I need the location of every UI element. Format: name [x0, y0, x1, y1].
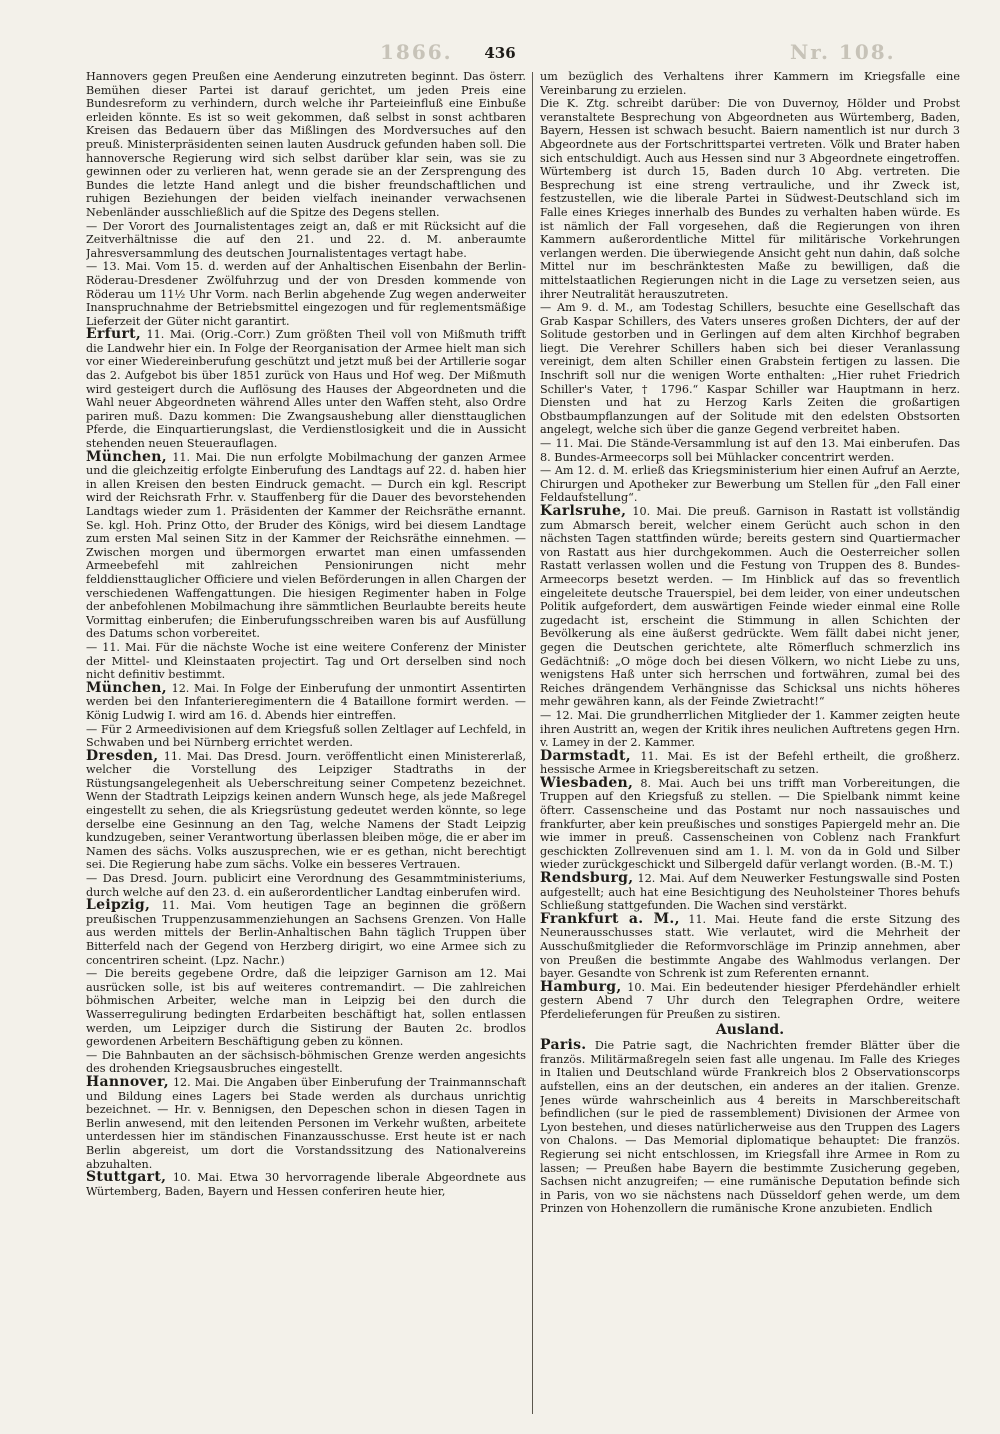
article-paragraph: [86, 1171, 526, 1198]
article-text: — 11. Mai. Die Stände-Versammlung ist auf den 13. Mai einberufen. Das 8. Bundes-Armeecorps soll bei Mühlacker concentrirt werden.: [540, 437, 960, 464]
article-text: — 12. Mai. Die grundherrlichen Mitglieder der 1. Kammer zeigten heute ihren Austritt an, wegen der Kritik ihres neulichen Auftretens gegen Hrn. v. Lamey in der 2. Kammer.: [540, 708, 960, 750]
article-paragraph: [540, 464, 960, 505]
article-paragraph: [86, 641, 526, 682]
article-paragraph: [540, 437, 960, 464]
dateline: Hannover,: [86, 1073, 169, 1090]
bleed-through-text-left: 1866.: [380, 40, 453, 64]
article-text: 11. Mai. Die nun erfolgte Mobilmachung der ganzen Armee und die gleichzeitig erfolgte Einberufung des Landtags auf 22. d. haben hier in allen Kreisen den besten Eindruck gemacht. — Durch ein kgl. Rescript wird der Reichsrath Frhr. v. Stauffenberg für die Dauer des bevorstehenden Landtags wieder zum 1. Präsidenten der Kammer der Reichsräthe ernannt. Se. kgl. Hoh. Prinz Otto, der Bruder des Königs, wird bei diesem Landtage zum ersten Mal seinen Sitz in der Kammer der Reichsräthe einnehmen. — Zwischen morgen und übermorgen erwartet man einen umfassenden Armeebefehl mit zahlreichen Pensionirungen nicht mehr felddiensttauglicher Officiere und vielen Beförderungen in allen Chargen der verschiedenen Waffengattungen. Die hiesigen Regimenter haben in Folge der anbefohlenen Mobilmachung ihre sämmtlichen Beurlaubte bereits heute Vormittag einberufen; die Einberufungsschreiben waren bis auf Ausfüllung des Datums schon vorbereitet.: [86, 450, 526, 641]
article-text: 11. Mai. Vom heutigen Tage an beginnen die größern preußischen Truppenzusammenziehungen an Sachsens Grenzen. Von Halle aus werden mittels der Berlin-Anhaltischen Bahn täglich Truppen über Bitterfeld nach der Gegend von Herzberg dirigirt, wo eine Armee sich zu concentriren scheint. (Lpz. Nachr.): [86, 899, 526, 967]
dateline: Erfurt,: [86, 326, 142, 343]
article-text: 11. Mai. Es ist der Befehl ertheilt, die großherz. hessische Armee in Kriegsbereitschaft zu setzen.: [540, 749, 960, 777]
article-text: Hannovers gegen Preußen eine Aenderung einzutreten beginnt. Das österr. Bemühen dieser Partei ist darauf gerichtet, um jeden Preis eine Bundesreform zu verhindern, durch welche ihr Parteieinfluß eine Einbuße erleiden könnte. Es ist so weit gekommen, daß selbst in sonst achtbaren Kreisen das Bedauern über das Mißlingen des Mordversuches auf den preuß. Ministerpräsidenten seinen lauten Ausdruck gefunden haben soll. Die hannoversche Regierung wird sich selbst darüber klar sein, was sie zu gewinnen oder zu verlieren hat, wenn gerade sie an der Zersprengung des Bundes die letzte Hand anlegt und die bisher freundschaftlichen und ruhigen Beziehungen der beiden vielfach ineinander verwachsenen Nebenländer ausschließlich auf die Spitze des Degens stellen.: [86, 70, 526, 219]
article-text: Die Patrie sagt, die Nachrichten fremder Blätter über die französ. Militärmaßregeln seien fast alle ungenau. Im Falle des Krieges in Italien und Deutschland würde Frankreich blos 2 Observationscorps aufstellen, eins an der deutschen, ein anderes an der italien. Grenze. Jenes würde wahrscheinlich aus 4 bereits in Marschbereitschaft befindlichen (sur le pied de rassemblement) Divisionen der Armee von Lyon bestehen, und dieses natürlicherweise aus den Truppen des Lagers von Chalons. — Das Memorial diplomatique behauptet: Die französ. Regierung sei nicht entschlossen, im Kriegsfall ihre Armee in Rom zu lassen; — Preußen habe Bayern die bestimmte Zusicherung gegeben, Sachsen nicht anzugreifen; — eine rumänische Deputation befinde sich in Paris, von wo sie nächstens nach Düsseldorf gehen werde, um dem Prinzen von Hohenzollern die rumänische Krone anzubieten. Endlich: [540, 1039, 960, 1216]
section-heading: Ausland.: [715, 1021, 785, 1038]
article-paragraph: [86, 679, 526, 723]
article-text: — Für 2 Armeedivisionen auf dem Kriegsfuß sollen Zeltlager auf Lechfeld, in Schwaben und bei Nürnberg errichtet werden.: [86, 722, 526, 750]
article-text: — Die Bahnbauten an der sächsisch-böhmischen Grenze werden angesichts des drohenden Kriegsausbruches eingestellt.: [86, 1048, 526, 1076]
article-paragraph: [540, 505, 960, 709]
article-text: um bezüglich des Verhaltens ihrer Kammern im Kriegsfalle eine Vereinbarung zu erzielen.: [540, 70, 960, 97]
dateline: Paris.: [540, 1037, 587, 1054]
article-paragraph: [86, 899, 526, 967]
article-text: Die K. Ztg. schreibt darüber: Die von Duvernoy, Hölder und Probst veranstaltete Besprechung von Abgeordneten aus Würtemberg, Baden, Bayern, Hessen ist schwach besucht. Baiern namentlich ist nur durch 3 Abgeordnete aus der Fortschrittspartei vertreten. Völk und Brater haben sich entschuldigt. Auch aus Hessen sind nur 3 Abgeordnete eingetroffen. Würtemberg ist durch 15, Baden durch 10 Abg. vertreten. Die Besprechung ist eine streng vertrauliche, und ihr Zweck ist, festzustellen, wie die liberale Partei in Südwest-Deutschland sich im Falle eines Krieges innerhalb des Bundes zu verhalten haben würde. Es ist nämlich der Fall vorgesehen, daß die Regierungen von ihren Kammern außerordentliche Mittel für militärische Vorkehrungen verlangen werden. Die überwiegende Ansicht geht nun dahin, daß solche Mittel nur im beschränktesten Maße zu bewilligen, daß die mittelstaatlichen Regierungen nicht in die Lage zu versetzen seien, aus ihrer Neutralität herauszutreten.: [540, 97, 960, 301]
dateline: Stuttgart,: [86, 1169, 167, 1186]
article-text: 11. Mai. Das Dresd. Journ. veröffentlicht einen Ministererlaß, welcher die Vorstellung des Leipziger Stadtraths in der Rüstungsangelegenheit als Ueberschreitung seiner Competenz bezeichnet. Wenn der Stadtrath Leipzigs keinen andern Wunsch hege, als jede Maßregel eingestellt zu sehen, die als Kriegsrüstung gedeutet werden könnte, so lege derselbe eine Gesinnung an den Tag, welche Namens der Stadt Leipzig kundzugeben, seiner Verantwortung überlassen bleiben möge, die er aber im Namen des sächs. Volks auszusprechen, wie er es gethan, nicht berechtigt sei. Die Regierung habe zum sächs. Volke ein besseres Vertrauen.: [86, 749, 526, 872]
article-text: 11. Mai. (Orig.-Corr.) Zum größten Theil voll von Mißmuth trifft die Landwehr hier ein. In Folge der Reorganisation der Armee hielt man sich vor einer Wiedereinberufung geschützt und jetzt muß bei der Artillerie sogar das 2. Aufgebot bis über 1851 zurück von Haus und Hof weg. Der Mißmuth wird gesteigert durch die Auflösung des Hauses der Abgeordneten und die Wahl neuer Abgeordneten während Alles unter den Waffen steht, also Ordre pariren muß. Dazu kommen: Die Zwangsaushebung aller diensttauglichen Pferde, die Einquartierungslast, die Verdienstlosigkeit und die in Aussicht stehenden neuen Steuerauflagen.: [86, 328, 526, 451]
article-paragraph: [86, 448, 526, 641]
article-paragraph: [540, 70, 960, 97]
article-text: — Das Dresd. Journ. publicirt eine Verordnung des Gesammtministeriums, durch welche auf den 23. d. ein außerordentlicher Landtag einberufen wird.: [86, 872, 526, 899]
article-paragraph: [540, 910, 960, 981]
article-paragraph: [86, 723, 526, 750]
article-text: 12. Mai. Auf dem Neuwerker Festungswalle sind Posten aufgestellt; auch hat eine Besichtigung des Neuholsteiner Thores behufs Schließung stattgefunden. Die Wachen sind verstärkt.: [540, 872, 960, 913]
article-paragraph: [86, 1073, 526, 1171]
article-text: 10. Mai. Etwa 30 hervorragende liberale Abgeordnete aus Würtemberg, Baden, Bayern und Hessen conferiren heute hier,: [86, 1171, 526, 1198]
article-paragraph: [86, 328, 526, 450]
article-paragraph: [540, 97, 960, 301]
article-paragraph: [540, 872, 960, 913]
dateline: Rendsburg,: [540, 870, 634, 887]
dateline: München,: [86, 679, 167, 696]
article-text: 12. Mai. In Folge der Einberufung der unmontirt Assentirten werden bei den Infanterieregimentern die 4 Bataillone formirt werden. — König Ludwig I. wird am 16. d. Abends hier eintreffen.: [86, 681, 526, 722]
article-paragraph: [86, 70, 526, 220]
article-paragraph: [86, 260, 526, 328]
article-paragraph: [540, 1039, 960, 1216]
article-text: — 11. Mai. Für die nächste Woche ist eine weitere Conferenz der Minister der Mittel- und Kleinstaaten projectirt. Tag und Ort derselben sind noch nicht definitiv bestimmt.: [86, 640, 526, 682]
bleed-through-text-right: Nr. 108.: [790, 40, 896, 64]
article-text: — Der Vorort des Journalistentages zeigt an, daß er mit Rücksicht auf die Zeitverhältnisse die auf den 21. und 22. d. M. anberaumte Jahresversammlung des deutschen Journalistentages vertagt habe.: [86, 219, 526, 260]
article-text: 10. Mai. Die preuß. Garnison in Rastatt ist vollständig zum Abmarsch bereit, welcher einem Gerücht auch schon in den nächsten Tagen stattfinden würde; bereits gestern sind Quartiermacher von Rastatt aus hier durchgekommen. Auch die Oesterreicher sollen Rastatt verlassen wollen und die Festung von Truppen des 8. Bundes-Armeecorps besetzt werden. — Im Hinblick auf das so freventlich eingeleitete deutsche Trauerspiel, bei dem leider, von einer undeutschen Politik aufgefordert, dem auswärtigen Feinde wieder einmal eine Rolle zugedacht ist, erscheint die Stimmung in allen Schichten der Bevölkerung als eine äußerst gedrückte. Wem fällt dabei nicht jener, gegen die Deutschen gerichtete, alte Römerfluch schmerzlich ins Gedächtniß: „O möge doch bei diesen Völkern, wo nicht Liebe zu uns, wenigstens Haß unter sich herrschen und fortwähren, zumal bei des Reiches drängendem Verhängnisse das Schicksal uns nichts höheres mehr gewähren kann, als der Feinde Zwietracht!“: [540, 505, 960, 709]
article-paragraph: [540, 709, 960, 750]
article-text: 10. Mai. Ein bedeutender hiesiger Pferdehändler erhielt gestern Abend 7 Uhr durch den Telegraphen Ordre, weitere Pferdelieferungen für Preußen zu sistiren.: [540, 980, 960, 1021]
right-column: [540, 70, 960, 1416]
dateline: Leipzig,: [86, 897, 151, 914]
article-text: — Die bereits gegebene Ordre, daß die leipziger Garnison am 12. Mai ausrücken solle, ist bis auf weiteres contremandirt. — Die zahlreichen böhmischen Arbeiter, welche man in Leipzig bei den durch die Wasserregulirung bedingten Erdarbeiten beschäftigt hat, sollen entlassen werden, um Leipziger durch die Sistirung der Bauten 2c. brodlos gewordenen Arbeitern Beschäftigung geben zu können.: [86, 967, 526, 1049]
article-paragraph: [540, 301, 960, 437]
dateline: Darmstadt,: [540, 747, 631, 764]
dateline: Dresden,: [86, 747, 159, 764]
article-paragraph: [86, 872, 526, 899]
article-text: — Am 12. d. M. erließ das Kriegsministerium hier einen Aufruf an Aerzte, Chirurgen und Apotheker zur Bewerbung um Stellen für „den Fall einer Feldaufstellung“.: [540, 464, 960, 505]
page-number: 436: [484, 44, 516, 62]
article-paragraph: [86, 967, 526, 1049]
left-column: [86, 70, 526, 1416]
article-text: 12. Mai. Die Angaben über Einberufung der Trainmannschaft und Bildung eines Lagers bei Stade werden als durchaus unrichtig bezeichnet. — Hr. v. Bennigsen, den Depeschen schon in diesen Tagen in Berlin anwesend, mit den leitenden Personen im Verkehr wußten, arbeitete unterdessen hier im ständischen Finanzausschusse. Erst heute ist er nach Berlin abgereist, um dort die Vorstandssitzung des Nationalvereins abzuhalten.: [86, 1075, 526, 1171]
article-paragraph: [86, 220, 526, 261]
article-paragraph: [540, 774, 960, 872]
article-paragraph: [86, 1049, 526, 1076]
dateline: Wiesbaden,: [540, 774, 634, 791]
article-paragraph: [540, 747, 960, 777]
article-text: — 13. Mai. Vom 15. d. werden auf der Anhaltischen Eisenbahn der Berlin-Röderau-Dresdener Zwölfuhrzug und der von Dresden kommende von Röderau um 11½ Uhr Vorm. nach Berlin abgehende Zug wegen anderweiter Inanspruchnahme der Betriebsmittel eingezogen und für reglementsmäßige Lieferzeit der Güter nicht garantirt.: [86, 260, 526, 328]
article-text: 11. Mai. Heute fand die erste Sitzung des Neunerausschusses statt. Wie verlautet, wird die Mehrheit der Ausschußmitglieder die Reformvorschläge im Prinzip annehmen, aber von Preußen die bestimmte Angabe des Wahlmodus verlangen. Der bayer. Gesandte von Schrenk ist zum Referenten ernannt.: [540, 912, 960, 981]
article-paragraph: [540, 978, 960, 1022]
article-text: — Am 9. d. M., am Todestag Schillers, besuchte eine Gesellschaft das Grab Kaspar Schillers, des Vaters unseres großen Dichters, der auf der Solitude gestorben und in Gerlingen auf dem alten Kirchhof begraben liegt. Die Verehrer Schillers haben sich bei dieser Veranlassung vereinigt, dem alten Schiller einen Grabstein fertigen zu lassen. Die Inschrift soll nur die wenigen Worte enthalten: „Hier ruhet Friedrich Schiller's Vater, † 1796.“ Kaspar Schiller war Hauptmann in herz. Diensten und hat zu Herzog Karls Zeiten die großartigen Obstbaumpflanzungen auf der Solitude mit den edelsten Obstsorten angelegt, welche sich über die ganze Gegend verbreitet haben.: [540, 301, 960, 437]
dateline: Karlsruhe,: [540, 503, 627, 519]
dateline: München,: [86, 448, 167, 465]
article-text: 8. Mai. Auch bei uns trifft man Vorbereitungen, die Truppen auf den Kriegsfuß zu stellen. — Die Spielbank nimmt keine öfterr. Cassenscheine und das Postamt nur noch nassauisches und frankfurter, aber kein preußisches und sonstiges Papiergeld mehr an. Die wie immer in preuß. Cassenscheinen von Coblenz nach Frankfurt geschickten Zollrevenuen sind am 1. l. M. von da in Gold und Silber wieder zurückgeschickt und Silbergeld dafür verlangt worden. (B.-M. T.): [540, 776, 960, 872]
article-paragraph: [86, 747, 526, 872]
dateline: Frankfurt a. M.,: [540, 910, 680, 927]
column-divider: [532, 72, 533, 1414]
dateline: Hamburg,: [540, 978, 622, 995]
